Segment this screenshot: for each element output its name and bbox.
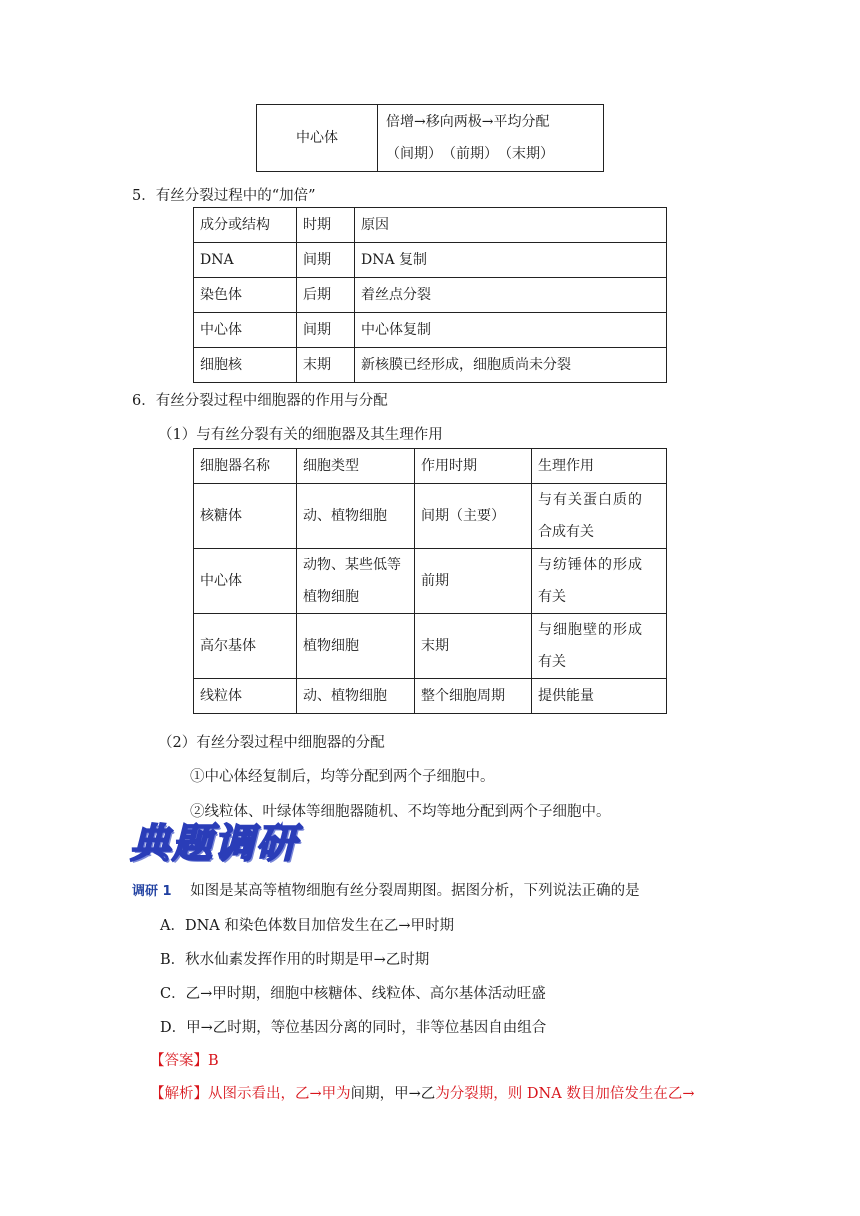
banner-text: 典题调研 xyxy=(130,820,298,867)
option-d: D．甲→乙时期，等位基因分离的同时，非等位基因自由组合 xyxy=(160,1020,547,1036)
table-cell: 中心体复制 xyxy=(355,313,667,348)
table-header-cell: 细胞类型 xyxy=(297,449,415,484)
table-cell: 线粒体 xyxy=(194,679,297,714)
table-cell: 中心体 xyxy=(194,549,297,614)
analysis-part: 从图示看出， xyxy=(208,1086,295,1102)
table-cell: DNA xyxy=(194,243,297,278)
cell-line: 与细胞壁的形成 xyxy=(538,622,643,638)
answer-value: B xyxy=(208,1053,219,1069)
cell-line: 植物细胞 xyxy=(303,589,359,605)
table-header-cell: 原因 xyxy=(355,208,667,243)
table-cell: 后期 xyxy=(297,278,355,313)
table-row xyxy=(194,614,667,679)
table-cell xyxy=(532,484,667,549)
section6-sub1: （1）与有丝分裂有关的细胞器及其生理作用 xyxy=(158,427,443,443)
table-header-cell: 成分或结构 xyxy=(194,208,297,243)
table-cell: 新核膜已经形成，细胞质尚未分裂 xyxy=(355,348,667,383)
table-row xyxy=(194,348,667,383)
table-cell: 细胞核 xyxy=(194,348,297,383)
table-row xyxy=(194,679,667,714)
cell-line: 与纺锤体的形成 xyxy=(538,557,643,573)
organelle-table xyxy=(193,448,667,714)
centrosome-process-cell xyxy=(378,105,604,172)
option-a: A．DNA 和染色体数目加倍发生在乙→甲时期 xyxy=(160,918,455,934)
table-header-cell: 细胞器名称 xyxy=(194,449,297,484)
answer-line xyxy=(150,1049,219,1070)
section6-item2: ②线粒体、叶绿体等细胞器随机、不均等地分配到两个子细胞中。 xyxy=(190,804,611,820)
analysis-part: 间期， xyxy=(350,1086,395,1102)
analysis-part: 为分裂期，则 DNA 数目加倍发生在乙→ xyxy=(435,1086,695,1102)
section6-sub2: （2）有丝分裂过程中细胞器的分配 xyxy=(158,735,385,751)
centrosome-name-cell: 中心体 xyxy=(257,105,378,172)
table-cell: 动、植物细胞 xyxy=(297,679,415,714)
table-cell: DNA 复制 xyxy=(355,243,667,278)
table-cell xyxy=(532,614,667,679)
section6-heading: 6．有丝分裂过程中细胞器的作用与分配 xyxy=(132,393,388,409)
analysis-line xyxy=(150,1082,694,1103)
table-header-cell: 生理作用 xyxy=(532,449,667,484)
doubling-table xyxy=(193,207,667,383)
table-header-cell: 时期 xyxy=(297,208,355,243)
centrosome-table xyxy=(256,104,604,172)
table-cell: 核糖体 xyxy=(194,484,297,549)
question-line xyxy=(132,879,640,900)
table-header-row xyxy=(194,208,667,243)
table-row xyxy=(194,278,667,313)
table-cell: 整个细胞周期 xyxy=(415,679,532,714)
table-row xyxy=(194,243,667,278)
table-cell: 中心体 xyxy=(194,313,297,348)
table-cell: 着丝点分裂 xyxy=(355,278,667,313)
cell-line: 合成有关 xyxy=(538,524,594,540)
option-c: C．乙→甲时期，细胞中核糖体、线粒体、高尔基体活动旺盛 xyxy=(160,986,546,1002)
table-cell xyxy=(297,549,415,614)
typical-problems-banner xyxy=(130,822,298,866)
table-row xyxy=(194,313,667,348)
table-cell: 间期 xyxy=(297,313,355,348)
table-row xyxy=(194,549,667,614)
table-cell: 染色体 xyxy=(194,278,297,313)
table-cell: 末期 xyxy=(415,614,532,679)
table-cell: 间期 xyxy=(297,243,355,278)
analysis-part: 甲→乙 xyxy=(394,1086,436,1102)
section5-heading: 5．有丝分裂过程中的“加倍” xyxy=(132,188,316,204)
cell-line: 有关 xyxy=(538,589,566,605)
cell-line: 与有关蛋白质的 xyxy=(538,492,643,508)
table-header-row xyxy=(194,449,667,484)
table-header-cell: 作用时期 xyxy=(415,449,532,484)
cell-line: 动物、某些低等 xyxy=(303,557,401,573)
option-b: B．秋水仙素发挥作用的时期是甲→乙时期 xyxy=(160,952,430,968)
table-row xyxy=(194,484,667,549)
table-cell: 提供能量 xyxy=(532,679,667,714)
table-cell: 前期 xyxy=(415,549,532,614)
table-cell: 高尔基体 xyxy=(194,614,297,679)
table-cell: 动、植物细胞 xyxy=(297,484,415,549)
analysis-tag: 【解析】 xyxy=(150,1086,208,1102)
table-cell: 末期 xyxy=(297,348,355,383)
answer-tag: 【答案】 xyxy=(150,1053,208,1069)
table-cell xyxy=(532,549,667,614)
cell-line: 有关 xyxy=(538,654,566,670)
centrosome-process-line1: 倍增→移向两极→平均分配 xyxy=(386,114,550,130)
question-stem: 如图是某高等植物细胞有丝分裂周期图。据图分析，下列说法正确的是 xyxy=(190,883,640,899)
analysis-part: 乙→甲为 xyxy=(295,1086,351,1102)
section6-item1: ①中心体经复制后，均等分配到两个子细胞中。 xyxy=(190,769,495,785)
table-cell: 间期（主要） xyxy=(415,484,532,549)
centrosome-process-line2: （间期） （前期） （末期） xyxy=(386,146,554,162)
question-label: 调研 1 xyxy=(132,884,172,899)
table-cell: 植物细胞 xyxy=(297,614,415,679)
